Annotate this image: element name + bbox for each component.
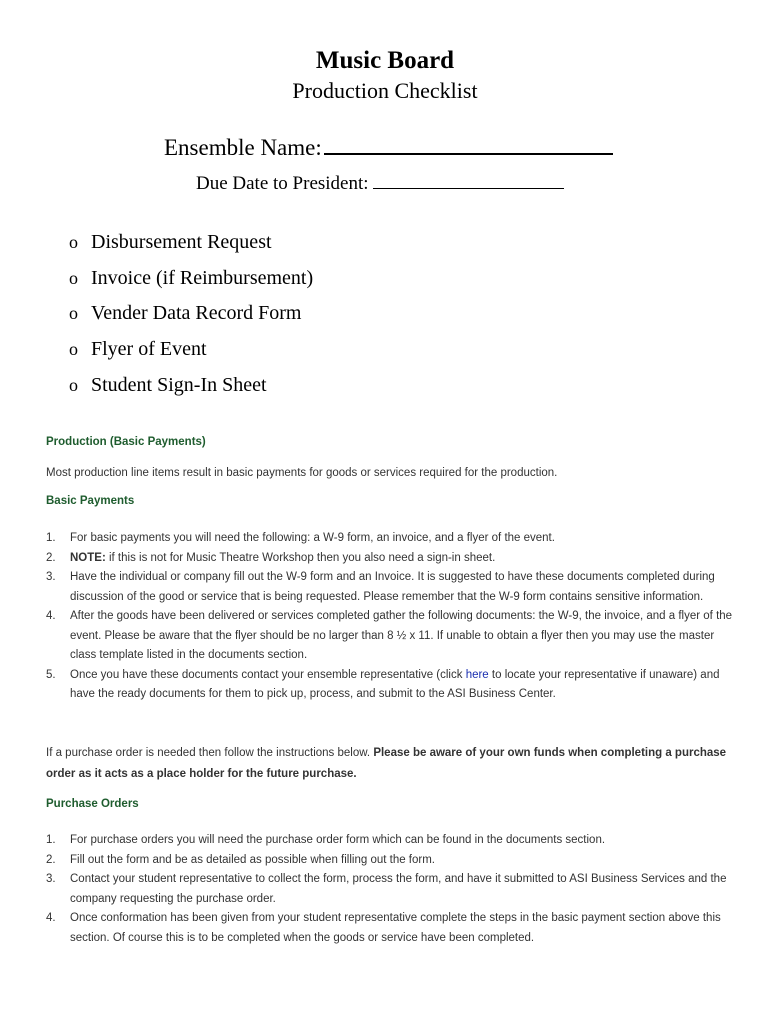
production-checklist (69, 229, 313, 407)
list-item: 5. Once you have these documents contact your ensemble representative (click here to locate your representative if unaware) and have the ready documents for them to pick up, process, and submit to the ASI Business Center. (46, 668, 720, 700)
list-item: 1. For purchase orders you will need the purchase order form which can be found in the documents section. (46, 834, 606, 846)
list-item: 4. After the goods have been delivered or services completed gather the following documents: the W-9, the invoice, and a flyer of the event. Please be aware that the flyer should be no larger than 8 ½ x 11. If unable to obtain a flyer then you may use the master class template listed in the documents section. (46, 610, 733, 661)
list-item: 3. Contact your student representative to collect the form, process the form, and have it submitted to ASI Business Services and the company requesting the purchase order. (46, 873, 727, 905)
list-item: 2. NOTE: if this is not for Music Theatre Workshop then you also need a sign-in sheet. (46, 551, 496, 564)
due-date-label: Due Date to President: (196, 173, 369, 194)
page-subtitle: Production Checklist (292, 78, 478, 103)
production-heading: Production (Basic Payments) (46, 436, 206, 448)
list-item: 3. Have the individual or company fill out the W-9 form and an Invoice. It is suggested to have these documents completed during discussion of the good or service that is being requested. Please remember that the W-9 form contains sensitive information. (46, 571, 715, 603)
list-item: 2. Fill out the form and be as detailed as possible when filling out the form. (46, 853, 436, 866)
list-item: 1. For basic payments you will need the following: a W-9 form, an invoice, and a flyer of the event. (46, 532, 555, 544)
ensemble-name-field (164, 131, 613, 161)
purchase-orders-list (46, 831, 736, 948)
checklist-item: o Vender Data Record Form (69, 300, 313, 336)
circle-bullet-icon: o (69, 303, 78, 324)
basic-payments-list (46, 529, 736, 705)
circle-bullet-icon: o (69, 232, 78, 252)
note-label: NOTE: (70, 551, 106, 564)
basic-payments-heading: Basic Payments (46, 495, 135, 507)
checklist-item: o Invoice (if Reimbursement) (69, 265, 313, 301)
circle-bullet-icon: o (69, 267, 78, 288)
checklist-item: o Disbursement Request (69, 229, 313, 265)
here-link[interactable]: here (465, 668, 489, 681)
page-title: Music Board (315, 47, 455, 74)
due-date-field (196, 172, 564, 195)
production-intro: Most production line items result in basic payments for goods or services required for the production. (46, 467, 558, 479)
checklist-item: o Flyer of Event (69, 336, 313, 372)
purchase-order-warning: Please be aware of your own funds when completing a purchase order as it acts as a place holder for the future purchase. (46, 747, 727, 780)
ensemble-name-label: Ensemble Name: (164, 135, 322, 160)
checklist-item: o Student Sign-In Sheet (69, 372, 313, 408)
circle-bullet-icon: o (69, 374, 78, 395)
list-item: 4. Once conformation has been given from your student representative complete the steps in the basic payment section above this section. Of course this is to be completed when the goods or service have been completed. (46, 912, 721, 944)
due-date-blank (373, 172, 564, 189)
purchase-orders-heading: Purchase Orders (46, 798, 139, 810)
circle-bullet-icon: o (69, 339, 78, 360)
purchase-order-note: If a purchase order is needed then follow the instructions below. Please be aware of your own funds when completing a purchase order as it acts as a place holder for the future purchase. (46, 747, 727, 780)
ensemble-name-blank (324, 131, 613, 155)
